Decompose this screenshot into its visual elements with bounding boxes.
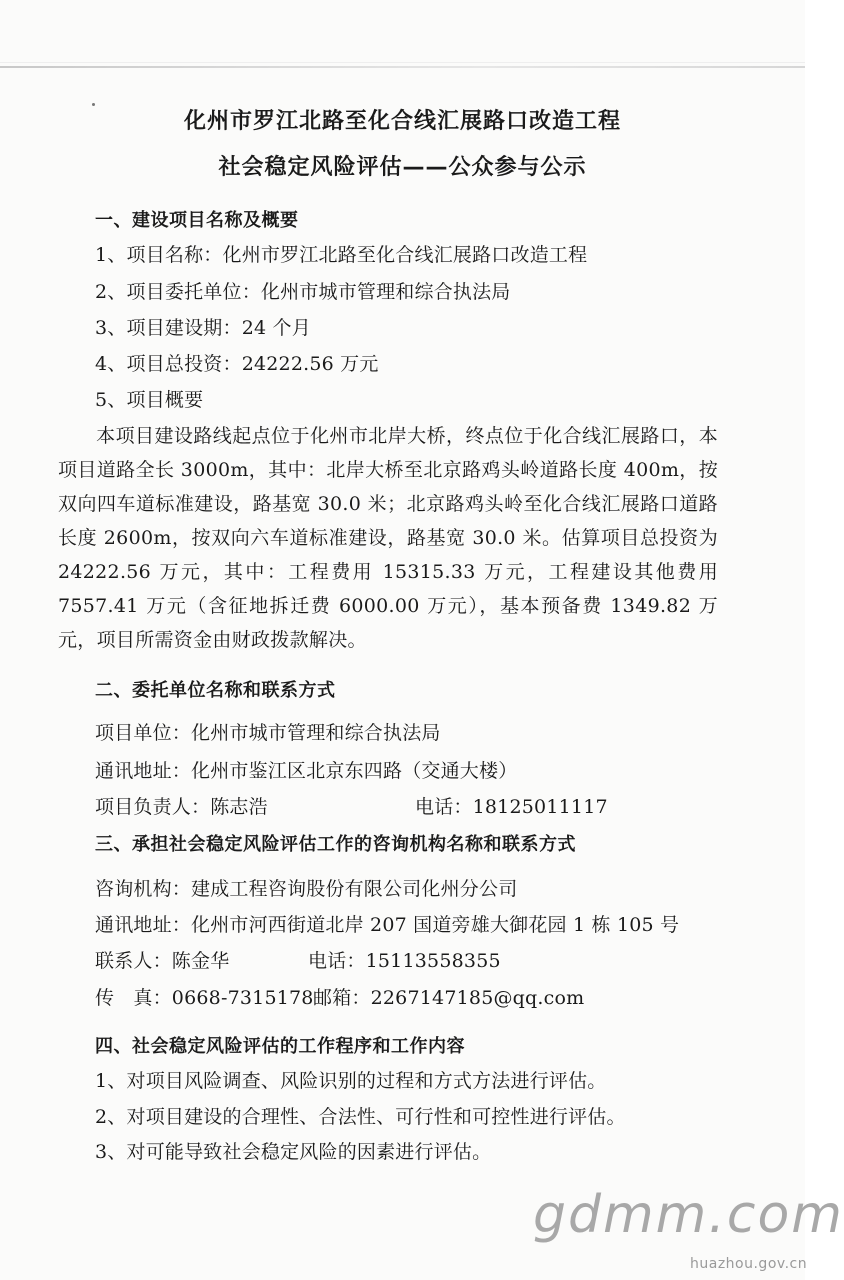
section2-heading: 二、委托单位名称和联系方式: [95, 680, 336, 701]
client-address: 通讯地址：化州市鉴江区北京东四路（交通大楼）: [95, 760, 518, 782]
document-title-line1: 化州市罗江北路至化合线汇展路口改造工程: [183, 109, 621, 134]
project-period-item: 3、项目建设期：24 个月: [95, 317, 311, 339]
section1-heading: 一、建设项目名称及概要: [95, 210, 299, 231]
scan-edge-line: [0, 62, 805, 63]
client-unit: 项目单位：化州市城市管理和综合执法局: [95, 722, 441, 744]
agency-fax: 传 真：0668-7315178: [95, 987, 314, 1009]
procedure-item-2: 2、对项目建设的合理性、合法性、可行性和可控性进行评估。: [95, 1106, 626, 1128]
client-phone: 电话：18125011117: [415, 796, 608, 818]
site-watermark: gdmm.com: [533, 1185, 844, 1245]
agency-phone: 电话：15113558355: [308, 950, 501, 972]
scan-edge-shadow: [0, 66, 805, 68]
procedure-item-1: 1、对项目风险调查、风险识别的过程和方式方法进行评估。: [95, 1070, 607, 1092]
project-client-item: 2、项目委托单位：化州市城市管理和综合执法局: [95, 281, 511, 303]
site-watermark-domain: huazhou.gov.cn: [690, 1256, 808, 1272]
procedure-item-3: 3、对可能导致社会稳定风险的因素进行评估。: [95, 1141, 492, 1163]
agency-email: 邮箱：2267147185@qq.com: [313, 987, 585, 1009]
project-summary-text: 本项目建设路线起点位于化州市北岸大桥，终点位于化合线汇展路口，本项目道路全长 3000m，其中：北岸大桥至北京路鸡头岭道路长度 400m，按双向四车道标准建设，路基宽 30.0 米；北京路鸡头岭至化合线汇展路口道路长度 2600m，按双向六车道标准建设，路基宽 30.0 米。估算项目总投资为 24222.56 万元，其中：工程费用 15315.33 万元，工程建设其他费用 7557.41 万元（含征地拆迁费 6000.00 万元），基本预备费 1349.82 万元，项目所需资金由财政拨款解决。: [58, 425, 718, 651]
client-contact-person: 项目负责人：陈志浩: [95, 796, 268, 818]
project-investment-item: 4、项目总投资：24222.56 万元: [95, 353, 379, 375]
project-name-item: 1、项目名称：化州市罗江北路至化合线汇展路口改造工程: [95, 244, 588, 266]
project-summary-paragraph: [58, 419, 718, 657]
document-title-line2: 社会稳定风险评估——公众参与公示: [218, 155, 587, 180]
agency-address: 通讯地址：化州市河西街道北岸 207 国道旁雄大御花园 1 栋 105 号: [95, 914, 680, 936]
agency-name: 咨询机构：建成工程咨询股份有限公司化州分公司: [95, 878, 518, 900]
section4-heading: 四、社会稳定风险评估的工作程序和工作内容: [95, 1036, 465, 1057]
section3-heading: 三、承担社会稳定风险评估工作的咨询机构名称和联系方式: [95, 834, 576, 855]
agency-contact-person: 联系人：陈金华: [95, 950, 230, 972]
project-overview-item: 5、项目概要: [95, 389, 204, 411]
